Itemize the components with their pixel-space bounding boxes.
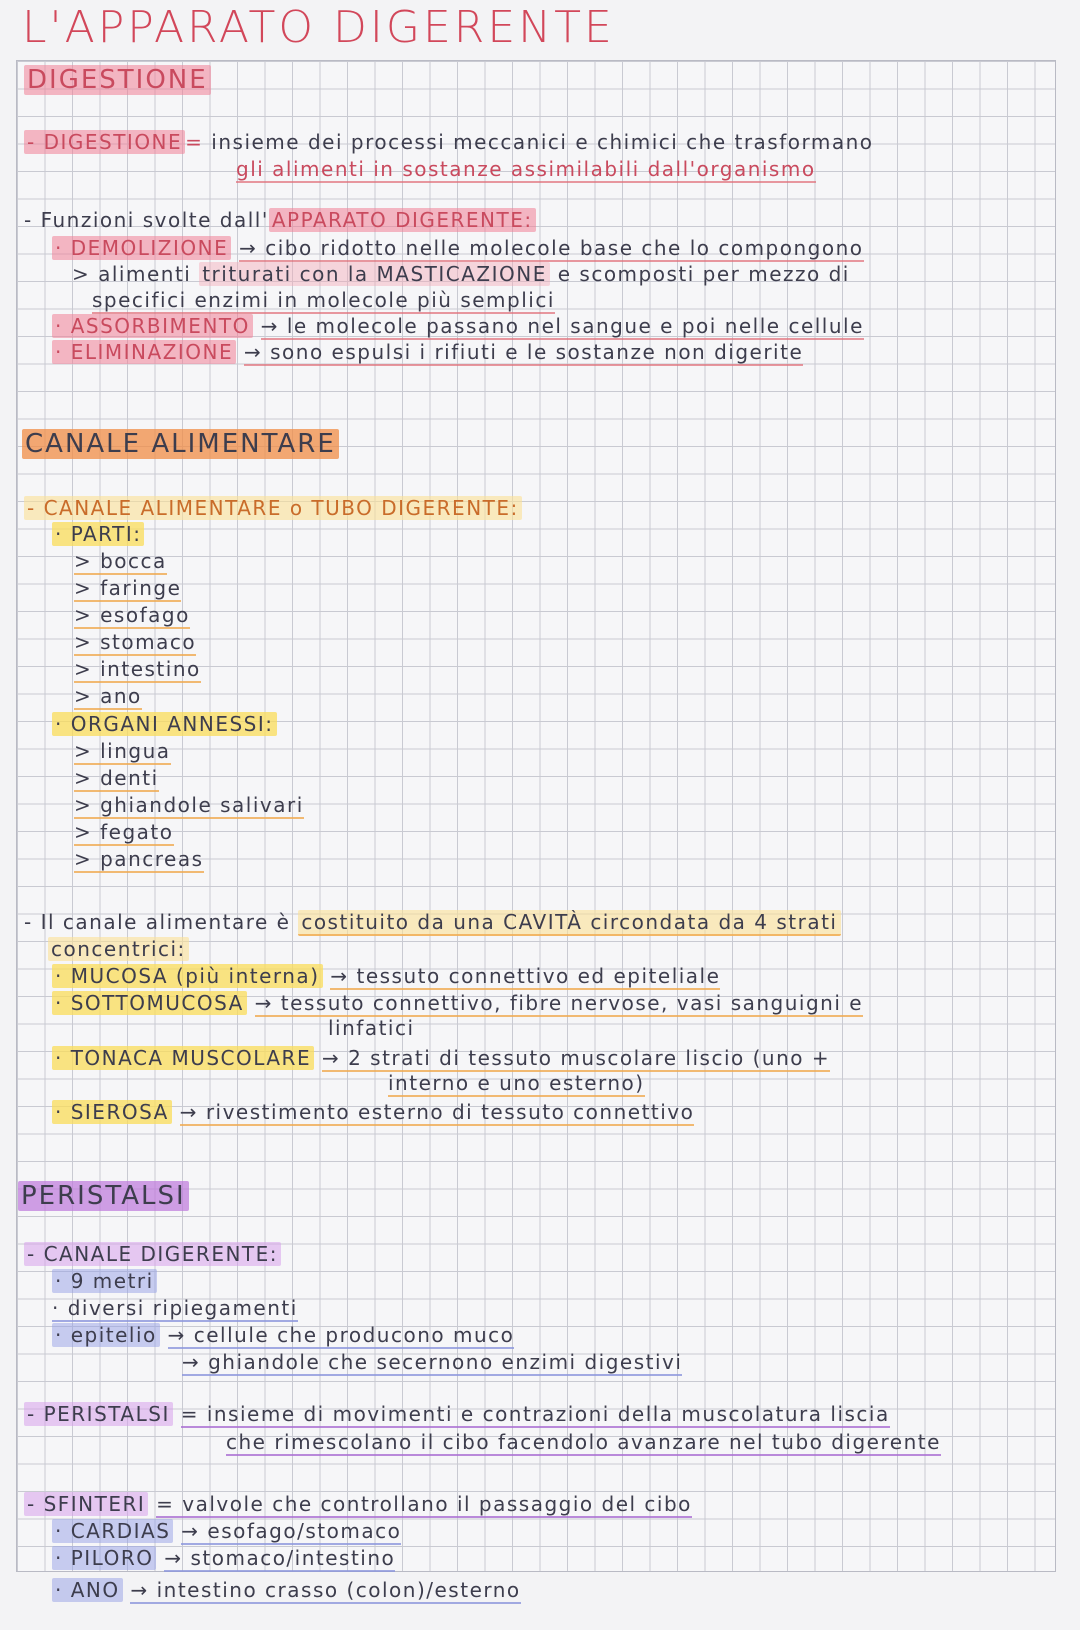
epitelio-row: · epitelio → cellule che producono muco	[52, 1323, 514, 1347]
organi-label: · ORGANI ANNESSI:	[52, 712, 277, 736]
sottomucosa-row: · SOTTOMUCOSA → tessuto connettivo, fibre nervose, vasi sanguigni e	[52, 991, 863, 1015]
organi-item-denti: > denti	[74, 766, 159, 790]
section-heading-canale: CANALE ALIMENTARE	[22, 432, 339, 456]
demolizione-sub2: specifici enzimi in molecole più semplici	[92, 288, 555, 312]
assorbimento-row: · ASSORBIMENTO → le molecole passano nel sangue e poi nelle cellule	[52, 314, 864, 338]
ano-row: · ANO → intestino crasso (colon)/esterno	[52, 1578, 521, 1602]
mucosa-row: · MUCOSA (più interna) → tessuto connettivo ed epiteliale	[52, 964, 720, 988]
parti-item-ano: > ano	[74, 684, 142, 708]
demolizione-row: · DEMOLIZIONE → cibo ridotto nelle molecole base che lo compongono	[52, 236, 864, 260]
canale-digerente-label: - CANALE DIGERENTE:	[24, 1242, 281, 1266]
funzioni-intro: - Funzioni svolte dall' APPARATO DIGERENTE:	[24, 208, 536, 232]
organi-item-lingua: > lingua	[74, 739, 171, 763]
section-heading-digestione: DIGESTIONE	[24, 68, 211, 92]
parti-item-faringe: > faringe	[74, 576, 182, 600]
tonaca-row: · TONACA MUSCOLARE → 2 strati di tessuto muscolare liscio (uno +	[52, 1046, 830, 1070]
organi-item-pancreas: > pancreas	[74, 847, 204, 871]
digestione-definition: - DIGESTIONE = insieme dei processi meccanici e chimici che trasformano	[24, 130, 874, 154]
item-metri: · 9 metri	[52, 1269, 157, 1293]
strati-intro-cont: concentrici:	[48, 937, 189, 961]
canale-intro: - CANALE ALIMENTARE o TUBO DIGERENTE:	[24, 496, 522, 520]
section-heading-peristalsi: PERISTALSI	[18, 1184, 189, 1208]
sottomucosa-row-cont: linfatici	[328, 1016, 415, 1040]
epitelio-row-cont: → ghiandole che secernono enzimi digestivi	[182, 1350, 683, 1374]
cardias-row: · CARDIAS → esofago/stomaco	[52, 1519, 401, 1543]
item-ripiegamenti: · diversi ripiegamenti	[52, 1296, 298, 1320]
tonaca-row-cont: interno e uno esterno)	[388, 1071, 645, 1095]
organi-item-fegato: > fegato	[74, 820, 174, 844]
parti-label: · PARTI:	[52, 522, 144, 546]
parti-item-esofago: > esofago	[74, 603, 190, 627]
organi-item-ghiandole: > ghiandole salivari	[74, 793, 304, 817]
parti-item-intestino: > intestino	[74, 657, 201, 681]
strati-intro: - Il canale alimentare è costituito da una CAVITÀ circondata da 4 strati	[24, 910, 841, 934]
page-title: L'APPARATO DIGERENTE	[22, 2, 615, 53]
peristalsi-definition: - PERISTALSI = insieme di movimenti e contrazioni della muscolatura liscia	[24, 1402, 890, 1426]
piloro-row: · PILORO → stomaco/intestino	[52, 1546, 395, 1570]
sfinteri-definition: - SFINTERI = valvole che controllano il passaggio del cibo	[24, 1492, 692, 1516]
peristalsi-definition-cont: che rimescolano il cibo facendolo avanzare nel tubo digerente	[226, 1430, 941, 1454]
demolizione-sub1: > alimenti triturati con la MASTICAZIONE e scomposti per mezzo di	[72, 262, 850, 286]
digestione-definition-line2: gli alimenti in sostanze assimilabili dall'organismo	[236, 157, 816, 181]
sierosa-row: · SIEROSA → rivestimento esterno di tessuto connettivo	[52, 1100, 694, 1124]
parti-item-bocca: > bocca	[74, 549, 167, 573]
eliminazione-row: · ELIMINAZIONE → sono espulsi i rifiuti e le sostanze non digerite	[52, 340, 803, 364]
parti-item-stomaco: > stomaco	[74, 630, 197, 654]
